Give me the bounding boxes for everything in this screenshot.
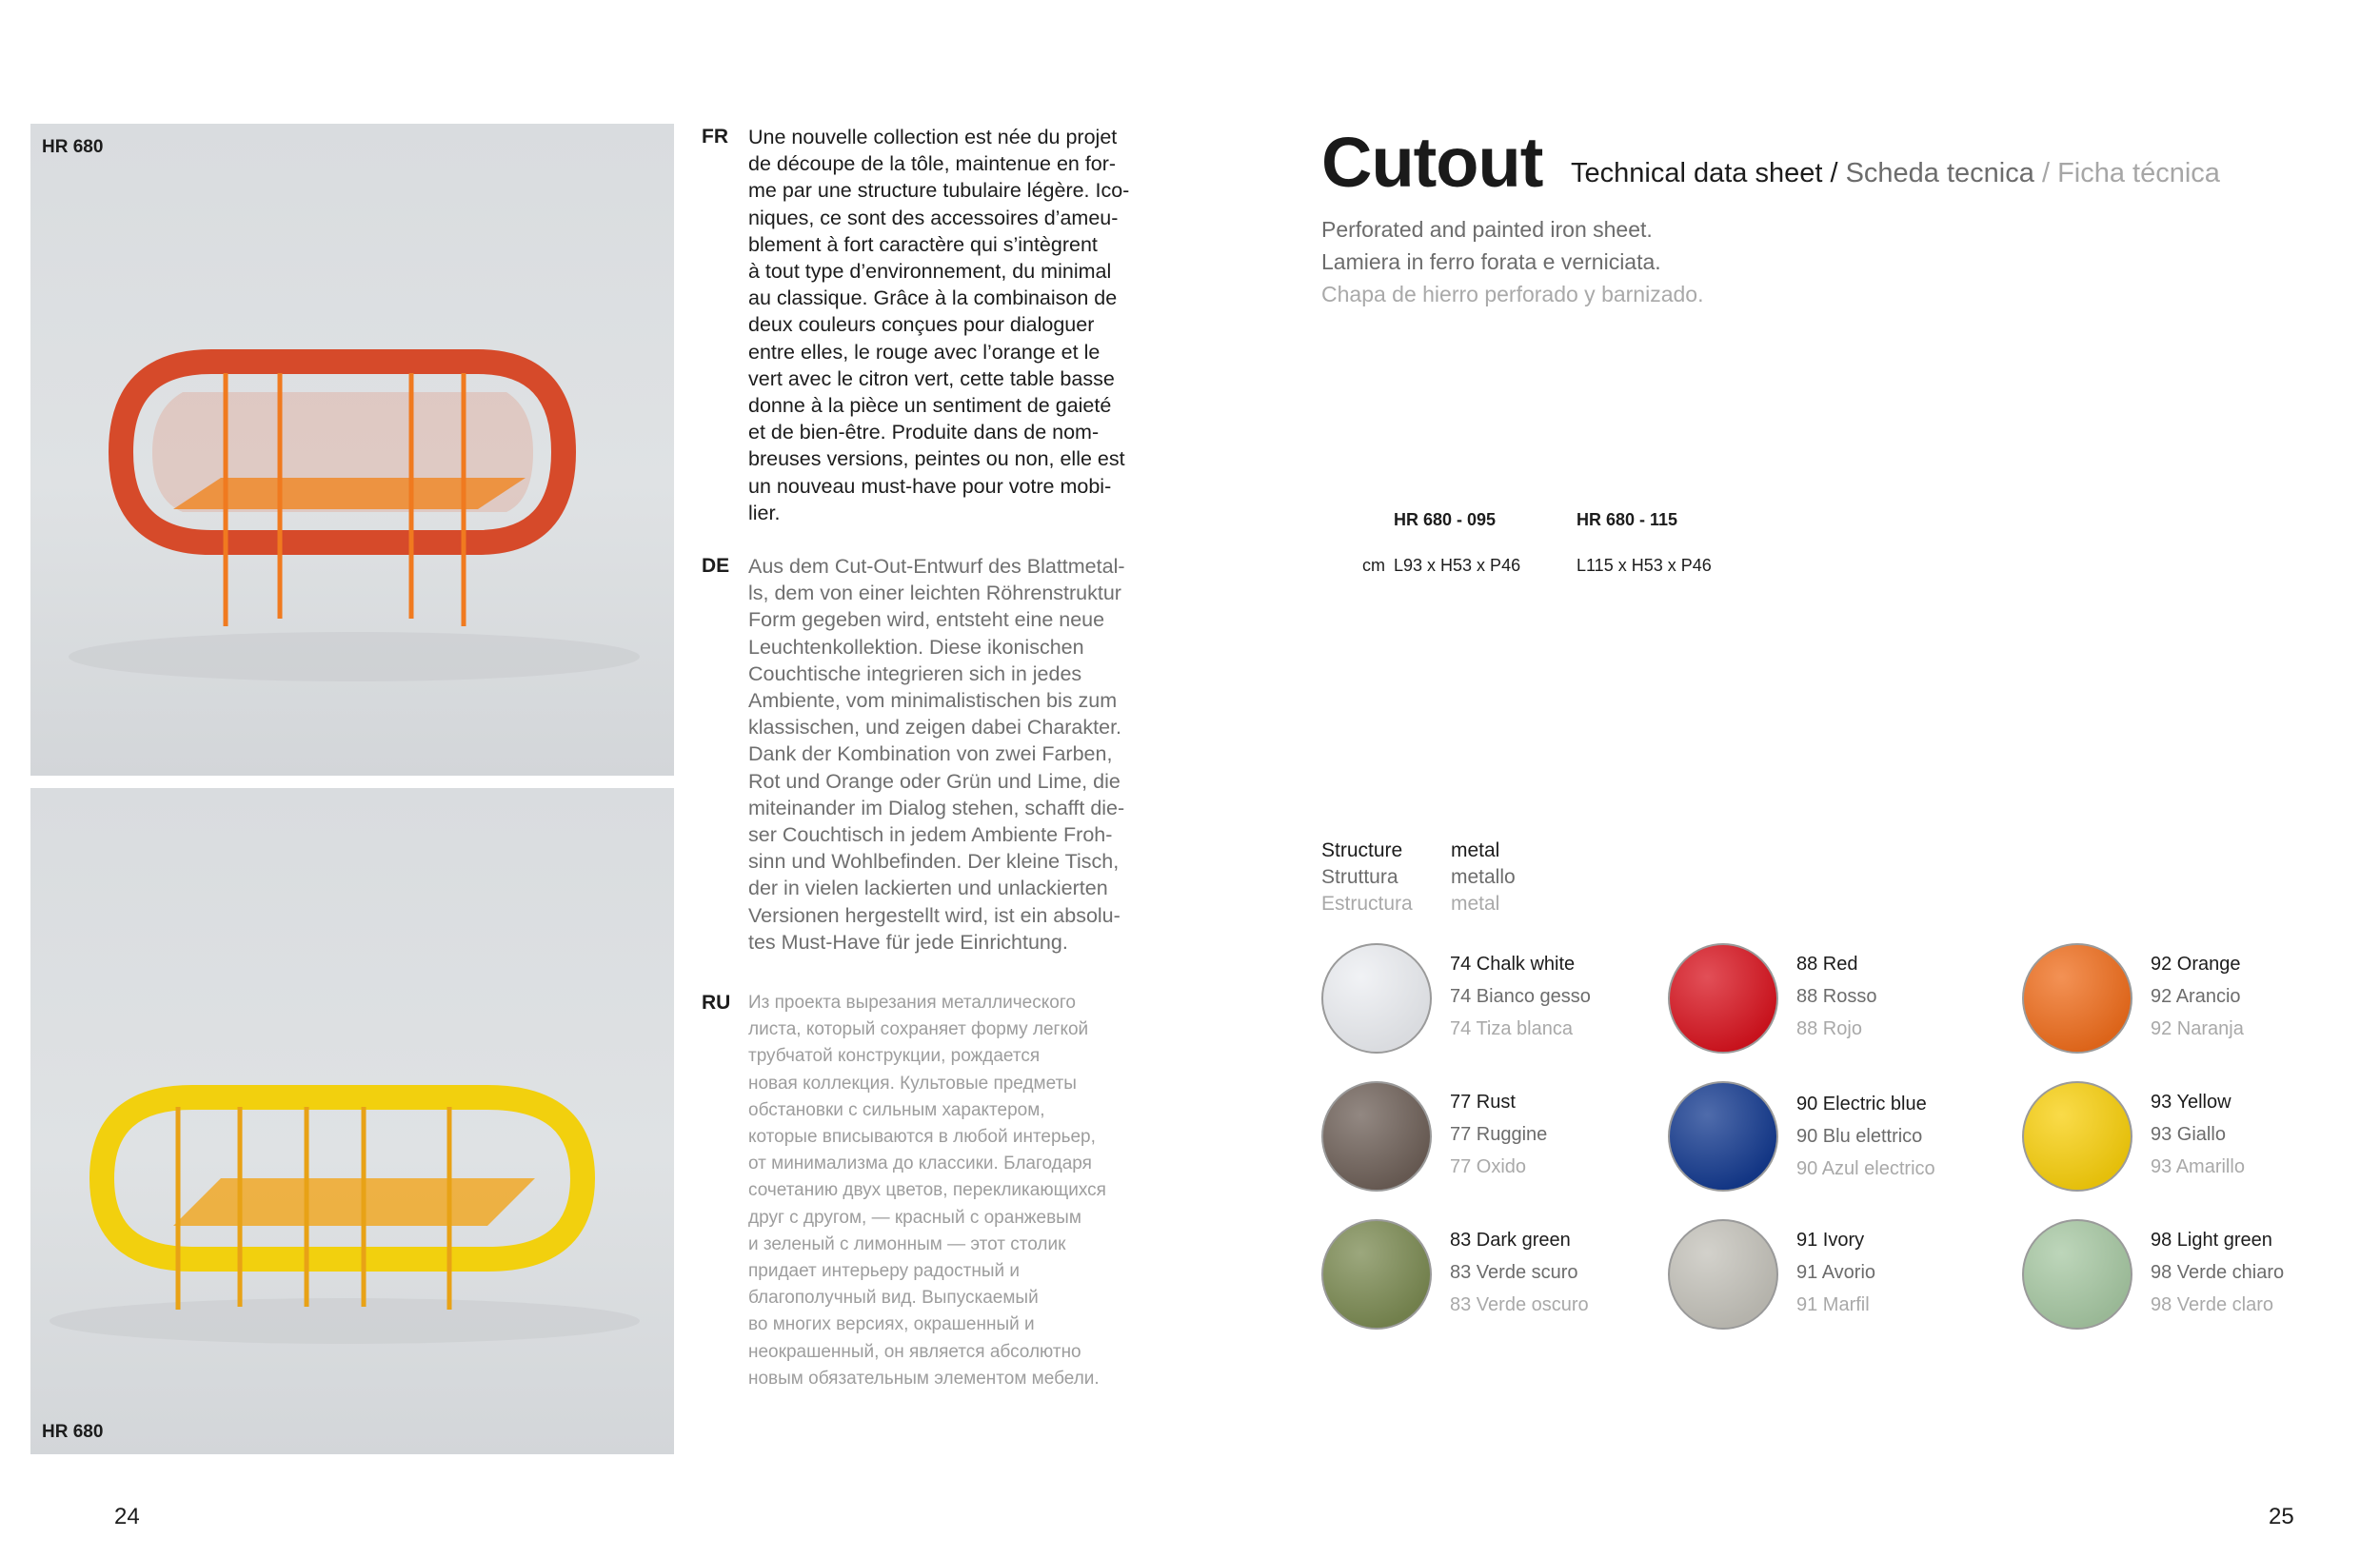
text-line: sinn und Wohlbefinden. Der kleine Tisch, <box>748 850 1120 874</box>
description-it: Lamiera in ferro forata e verniciata. <box>1321 249 1661 274</box>
model-size: L115 x H53 x P46 <box>1577 556 1712 575</box>
text-line: Form gegeben wird, entsteht eine neue <box>748 608 1105 632</box>
text-line: à tout type d’environnement, du minimal <box>748 260 1112 284</box>
text-line: Leuchtenkollektion. Diese ikonischen <box>748 635 1084 659</box>
text-line: Couchtische integrieren sich in jedes <box>748 661 1082 685</box>
structure-label: Estructura <box>1321 893 1413 915</box>
structure-value: metallo <box>1451 866 1516 888</box>
text-line: ls, dem von einer leichten Röhrenstruktur <box>748 582 1121 605</box>
description-es: Chapa de hierro perforado y barnizado. <box>1321 282 1704 306</box>
subtitle-separator: / <box>1822 158 1846 188</box>
text-line: deux couleurs conçues pour dialoguer <box>748 313 1095 337</box>
photo-label-top: HR 680 <box>42 137 104 157</box>
color-name-es: 77 Oxido <box>1450 1156 1527 1177</box>
text-line: Dank der Kombination von zwei Farben, <box>748 742 1113 766</box>
color-name-es: 83 Verde oscuro <box>1450 1294 1589 1315</box>
color-swatch <box>1321 943 1432 1054</box>
text-line: miteinander im Dialog stehen, schafft die- <box>748 796 1125 819</box>
color-name-en: 93 Yellow <box>2151 1092 2231 1113</box>
color-swatch <box>1668 1219 1778 1330</box>
structure-label: Structure <box>1321 839 1403 861</box>
text-line: klassischen, und zeigen dabei Charakter. <box>748 716 1122 740</box>
color-name-it: 92 Arancio <box>2151 986 2241 1007</box>
color-name-it: 98 Verde chiaro <box>2151 1262 2285 1283</box>
text-line: au classique. Grâce à la combinaison de <box>748 286 1118 310</box>
color-label <box>1796 1224 1875 1321</box>
text-line: de découpe de la tôle, maintenue en for- <box>748 152 1117 176</box>
photo-label-bottom: HR 680 <box>42 1422 104 1442</box>
text-line: lier. <box>748 501 781 524</box>
color-swatch <box>2022 1219 2132 1330</box>
color-swatch <box>2022 1081 2132 1192</box>
paragraph-de <box>748 553 1129 956</box>
page-number-right: 25 <box>2269 1504 2294 1529</box>
text-line: Из проекта вырезания металлического <box>748 993 1076 1013</box>
lang-tag-ru: RU <box>702 992 731 1014</box>
text-line: entre elles, le rouge avec l’orange et le <box>748 340 1101 364</box>
product-subtitle <box>1571 158 2220 189</box>
text-line: новым обязательным элементом мебели. <box>748 1368 1100 1389</box>
color-name-en: 74 Chalk white <box>1450 954 1576 975</box>
color-name-it: 83 Verde scuro <box>1450 1262 1578 1283</box>
red-table-illustration <box>30 124 674 776</box>
paragraph-fr <box>748 124 1129 526</box>
text-line: и зеленый с лимонным — этот столик <box>748 1233 1066 1254</box>
text-line: трубчатой конструкции, рождается <box>748 1046 1041 1067</box>
color-name-it: 74 Bianco gesso <box>1450 986 1591 1007</box>
model-code: HR 680 - 095 <box>1394 510 1497 529</box>
text-line: от минимализма до классики. Благодаря <box>748 1154 1092 1174</box>
yellow-table-illustration <box>30 788 674 1454</box>
model-code: HR 680 - 115 <box>1577 510 1678 529</box>
color-name-es: 98 Verde claro <box>2151 1294 2273 1315</box>
text-line: во многих версиях, окрашенный и <box>748 1314 1035 1335</box>
color-name-es: 91 Marfil <box>1796 1294 1870 1315</box>
product-title: Cutout <box>1321 123 1543 202</box>
text-line: новая коллекция. Культовые предметы <box>748 1073 1077 1094</box>
color-name-en: 98 Light green <box>2151 1230 2272 1251</box>
text-line: придает интерьеру радостный и <box>748 1261 1021 1282</box>
color-label <box>2151 1224 2284 1321</box>
color-name-it: 77 Ruggine <box>1450 1124 1548 1145</box>
text-line: друг с другом, — красный с оранжевым <box>748 1207 1081 1228</box>
text-line: Aus dem Cut-Out-Entwurf des Blattmetal- <box>748 555 1125 578</box>
color-name-en: 88 Red <box>1796 954 1858 975</box>
color-swatch <box>1668 943 1778 1054</box>
color-label <box>2151 1086 2245 1183</box>
color-name-es: 88 Rojo <box>1796 1018 1862 1039</box>
subtitle-separator: / <box>2033 158 2058 188</box>
color-name-en: 92 Orange <box>2151 954 2241 975</box>
color-label <box>1796 1088 1935 1185</box>
description-en: Perforated and painted iron sheet. <box>1321 217 1653 242</box>
text-line: неокрашенный, он является абсолютно <box>748 1341 1081 1362</box>
text-line: blement à fort caractère qui s’intègrent <box>748 232 1098 256</box>
color-name-en: 77 Rust <box>1450 1092 1516 1113</box>
color-name-es: 74 Tiza blanca <box>1450 1018 1573 1039</box>
color-label <box>1796 948 1877 1045</box>
text-line: которые вписываются в любой интерьер, <box>748 1127 1096 1148</box>
color-label <box>1450 1086 1547 1183</box>
product-photo-red <box>30 124 674 776</box>
page-number-left: 24 <box>114 1504 140 1529</box>
text-line: breuses versions, peintes ou non, elle est <box>748 447 1125 471</box>
color-name-es: 93 Amarillo <box>2151 1156 2245 1177</box>
structure-label: Struttura <box>1321 866 1398 888</box>
text-line: donne à la pièce un sentiment de gaieté <box>748 394 1112 418</box>
text-line: листа, который сохраняет форму легкой <box>748 1019 1089 1040</box>
color-label <box>1450 948 1591 1045</box>
color-name-es: 92 Naranja <box>2151 1018 2244 1039</box>
model-size: L93 x H53 x P46 <box>1394 556 1521 575</box>
text-line: сочетанию двух цветов, перекликающихся <box>748 1180 1106 1201</box>
color-swatch <box>1668 1081 1778 1192</box>
color-swatch <box>1321 1081 1432 1192</box>
text-line: un nouveau must-have pour votre mobi- <box>748 474 1112 498</box>
color-name-it: 91 Avorio <box>1796 1262 1876 1283</box>
product-photo-yellow <box>30 788 674 1454</box>
color-label <box>2151 948 2244 1045</box>
text-line: der in vielen lackierten und unlackierten <box>748 877 1108 900</box>
subtitle-it: Scheda tecnica <box>1845 158 2034 188</box>
color-swatch <box>1321 1219 1432 1330</box>
color-name-it: 90 Blu elettrico <box>1796 1126 1923 1147</box>
text-line: tes Must-Have für jede Einrichtung. <box>748 930 1068 954</box>
text-line: благополучный вид. Выпускаемый <box>748 1288 1039 1309</box>
text-line: et de bien-être. Produite dans de nom- <box>748 421 1100 444</box>
lang-tag-fr: FR <box>702 126 728 148</box>
text-line: Une nouvelle collection est née du projet <box>748 126 1118 148</box>
text-line: niques, ce sont des accessoires d’ameu- <box>748 206 1119 229</box>
color-name-en: 83 Dark green <box>1450 1230 1571 1251</box>
color-name-it: 93 Giallo <box>2151 1124 2226 1145</box>
text-line: Rot und Orange oder Grün und Lime, die <box>748 769 1121 793</box>
text-line: Ambiente, vom minimalistischen bis zum <box>748 689 1118 713</box>
text-line: ser Couchtisch in jedem Ambiente Froh- <box>748 823 1113 847</box>
dimension-unit: cm <box>1362 556 1385 575</box>
subtitle-es: Ficha técnica <box>2057 158 2220 188</box>
paragraph-ru <box>748 990 1129 1392</box>
text-line: me par une structure tubulaire légère. Ico- <box>748 179 1130 203</box>
color-name-en: 90 Electric blue <box>1796 1094 1927 1114</box>
subtitle-en: Technical data sheet <box>1571 158 1823 188</box>
color-swatch <box>2022 943 2132 1054</box>
color-label <box>1450 1224 1589 1321</box>
text-line: vert avec le citron vert, cette table basse <box>748 366 1115 390</box>
text-line: обстановки с сильным характером, <box>748 1099 1045 1120</box>
structure-value: metal <box>1451 893 1500 915</box>
text-line: Versionen hergestellt wird, ist ein absolu- <box>748 903 1121 927</box>
lang-tag-de: DE <box>702 555 730 577</box>
color-name-it: 88 Rosso <box>1796 986 1877 1007</box>
structure-value: metal <box>1451 839 1500 861</box>
color-name-en: 91 Ivory <box>1796 1230 1865 1251</box>
color-name-es: 90 Azul electrico <box>1796 1158 1935 1179</box>
